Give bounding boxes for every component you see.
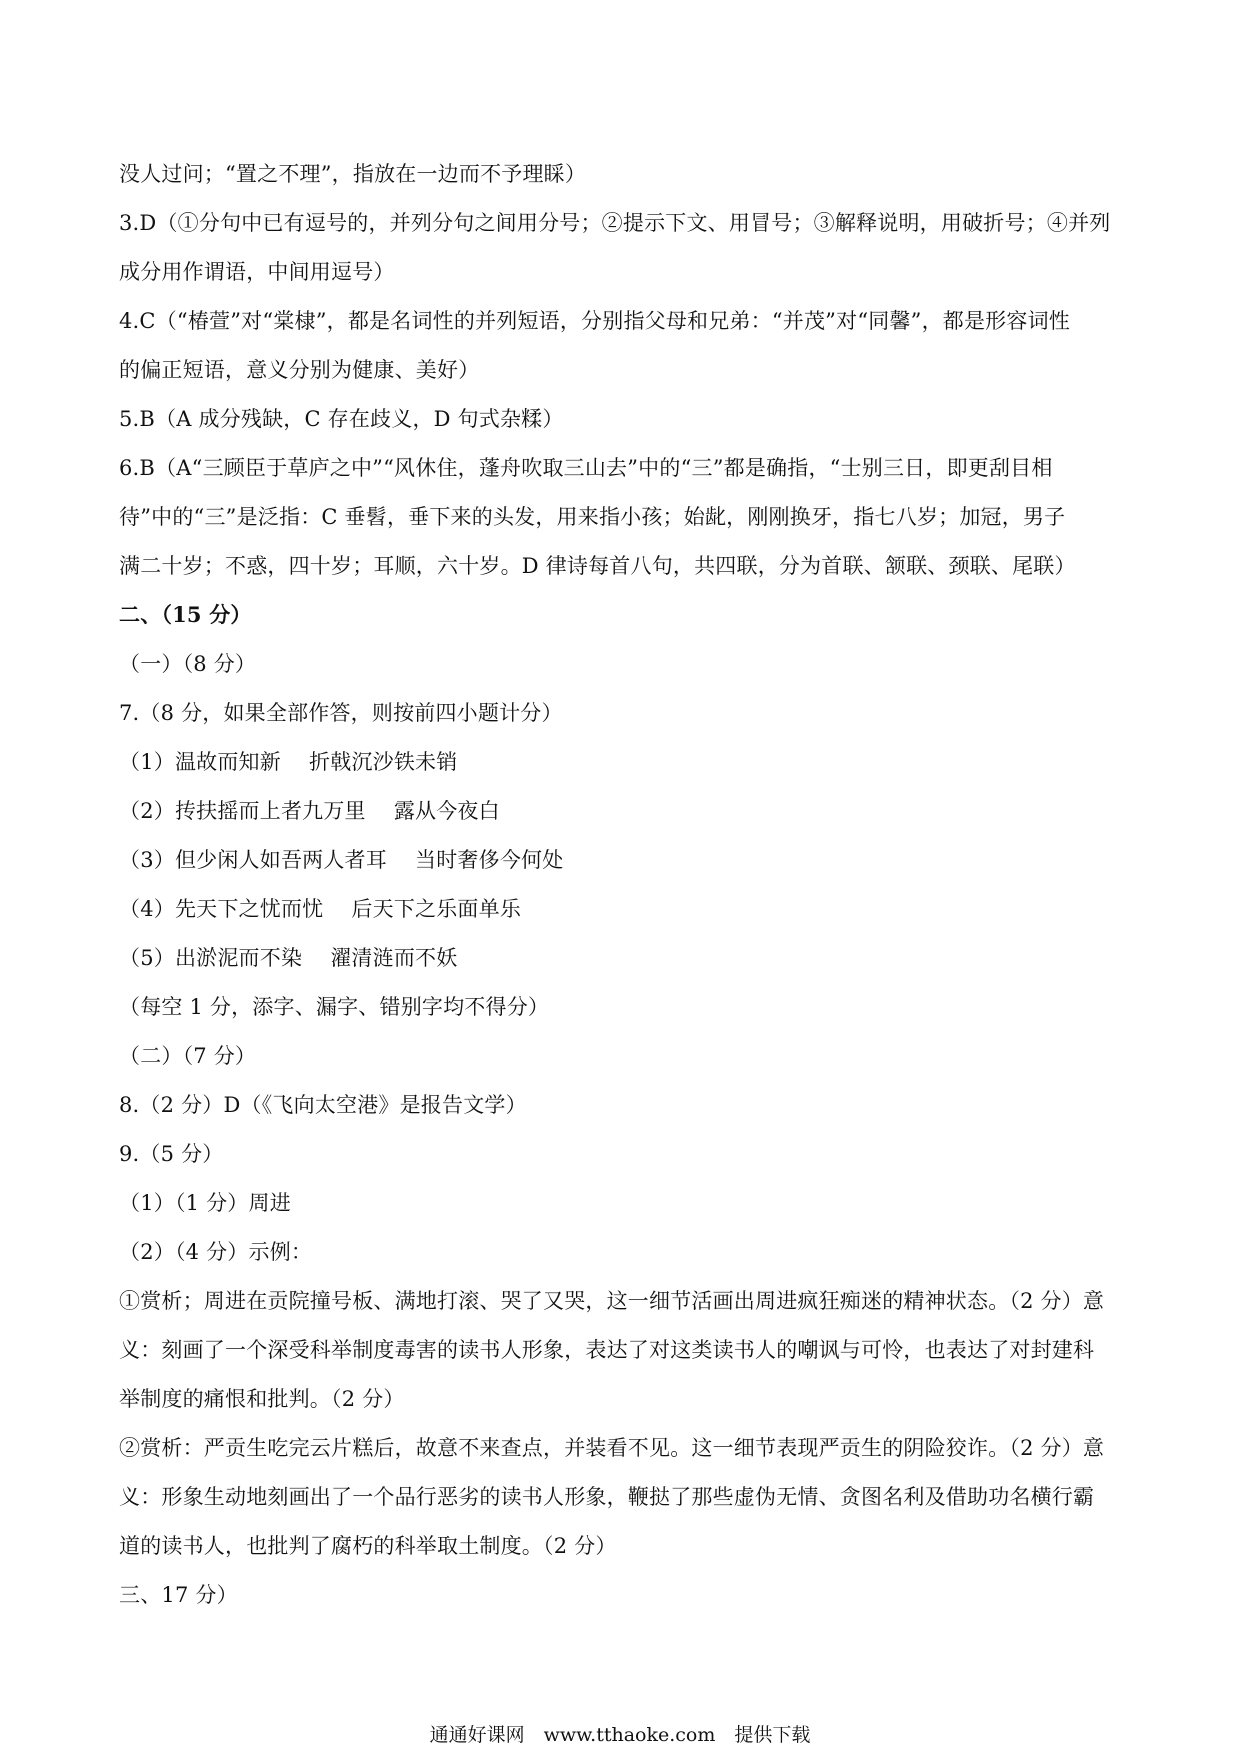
answer-line: （3）但少闲人如吾两人者耳 当时奢侈今何处 bbox=[119, 848, 564, 872]
answer-line: （2）抟扶摇而上者九万里 露从今夜白 bbox=[119, 799, 500, 823]
text-line: 义：刻画了一个深受科举制度毒害的读书人形象，表达了对这类读书人的嘲讽与可怜，也表达了对封建科 bbox=[119, 1338, 1095, 1362]
subsection-heading: （一）（8 分） bbox=[119, 652, 257, 676]
answer-line: （1）（1 分）周进 bbox=[119, 1191, 291, 1215]
answer-line: （2）（4 分）示例： bbox=[119, 1240, 313, 1264]
text-line: ①赏析；周进在贡院撞号板、满地打滚、哭了又哭，这一细节活画出周进疯狂痴迷的精神状态。（2 分）意 bbox=[119, 1289, 1105, 1313]
answer-line: 8.（2 分）D（《飞向太空港》是报告文学） bbox=[119, 1093, 527, 1117]
subsection-heading: （二）（7 分） bbox=[119, 1044, 257, 1068]
answer-line: （5）出淤泥而不染 濯清涟而不妖 bbox=[119, 946, 458, 970]
text-line: 4.C（“椿萱”对“棠棣”，都是名词性的并列短语，分别指父母和兄弟：“并茂”对“同馨”，都是形容词性 bbox=[119, 309, 1070, 333]
text-line: 的偏正短语，意义分别为健康、美好） bbox=[119, 358, 480, 382]
section-heading: 三、17 分） bbox=[119, 1583, 238, 1607]
text-line: 6.B（A“三顾臣于草庐之中”“风休住，蓬舟吹取三山去”中的“三”都是确指，“士别三日，即更刮目相 bbox=[119, 456, 1053, 480]
text-line: 道的读书人，也批判了腐朽的科举取土制度。（2 分） bbox=[119, 1534, 617, 1558]
text-line: 3.D（①分句中已有逗号的，并列分句之间用分号；②提示下文、用冒号；③解释说明，用破折号；④并列 bbox=[119, 211, 1111, 235]
page-footer: 通通好课网 www.tthaoke.com 提供下载 bbox=[429, 1724, 811, 1746]
text-line: 义：形象生动地刻画出了一个品行恶劣的读书人形象，鞭挞了那些虚伪无情、贪图名利及借助功名横行霸 bbox=[119, 1485, 1095, 1509]
text-line: ②赏析：严贡生吃完云片糕后，故意不来查点，并装看不见。这一细节表现严贡生的阴险狡诈。（2 分）意 bbox=[119, 1436, 1105, 1460]
text-line: 5.B（A 成分残缺，C 存在歧义，D 句式杂糅） bbox=[119, 407, 564, 431]
answer-line: （1）温故而知新 折戟沉沙铁未销 bbox=[119, 750, 458, 774]
text-line: 满二十岁；不惑，四十岁；耳顺，六十岁。D 律诗每首八句，共四联，分为首联、颔联、颈联、尾联） bbox=[119, 554, 1076, 578]
text-line: 举制度的痛恨和批判。（2 分） bbox=[119, 1387, 405, 1411]
question-heading: 7.（8 分，如果全部作答，则按前四小题计分） bbox=[119, 701, 563, 725]
text-line: 成分用作谓语，中间用逗号） bbox=[119, 260, 395, 284]
text-line: 没人过问；“置之不理”，指放在一边而不予理睬） bbox=[119, 162, 587, 186]
text-line: 待”中的“三”是泛指：C 垂髫，垂下来的头发，用来指小孩；始龀，刚刚换牙，指七八岁；加冠，男子 bbox=[119, 505, 1066, 529]
answer-line: （4）先天下之忧而忧 后天下之乐面单乐 bbox=[119, 897, 522, 921]
question-heading: 9.（5 分） bbox=[119, 1142, 224, 1166]
section-heading: 二、（15 分） bbox=[119, 602, 252, 627]
scoring-note: （每空 1 分，添字、漏字、错别字均不得分） bbox=[119, 995, 550, 1019]
